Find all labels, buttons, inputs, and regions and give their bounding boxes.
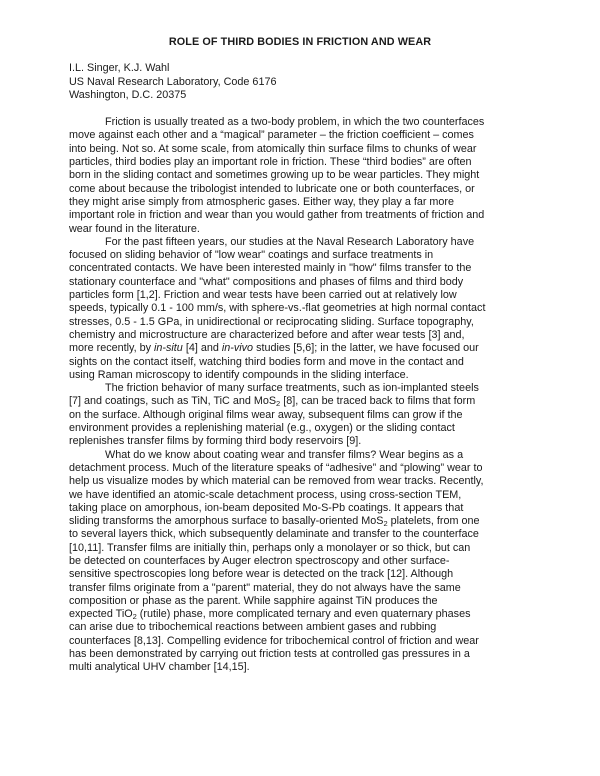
text-fragment: expected TiO	[69, 608, 133, 621]
italic-term: in-situ	[154, 342, 183, 355]
text-line: help us visualize modes by which material can be removed from wear tracks. Recently,	[69, 475, 484, 488]
text-fragment: studies [5,6]; in the latter, we have focused our	[256, 342, 479, 355]
author-block	[69, 62, 531, 102]
paragraph-3	[69, 382, 531, 448]
subscript: 2	[383, 519, 388, 529]
text-fragment: [7] and coatings, such as TiN, TiC and MoS	[69, 395, 277, 408]
text-line: stationary counterface and "what" compositions and phases of films and third body	[69, 275, 464, 288]
document-title: ROLE OF THIRD BODIES IN FRICTION AND WEAR	[168, 36, 432, 48]
affiliation: US Naval Research Laboratory, Code 6176	[69, 75, 277, 88]
text-fragment: sliding transforms the amorphous surface to basally-oriented MoS	[69, 515, 384, 528]
text-line: speeds, typically 0.1 - 100 mm/s, with sphere-vs.-flat geometries at high normal contact	[69, 302, 486, 315]
text-line: be detected on counterfaces by Auger electron spectroscopy and other surface-	[69, 554, 450, 567]
text-line: environment provides a replenishing material (e.g., oxygen) or the sliding contact	[69, 422, 455, 435]
document-page	[69, 36, 531, 675]
text-line-mixed	[69, 515, 531, 528]
text-line: focused on sliding behavior of "low wear" coatings and surface treatments in	[69, 249, 434, 262]
text-line-mixed	[69, 342, 531, 355]
text-line: has been demonstrated by carrying out friction tests at controlled gas pressures in a	[69, 648, 470, 661]
text-line: move against each other and a “magical” parameter – the friction coefficient – comes	[69, 129, 474, 142]
text-line: The friction behavior of many surface treatments, such as ion-implanted steels	[105, 382, 479, 395]
text-line: multi analytical UHV chamber [14,15].	[69, 661, 250, 674]
text-line: can arise due to tribochemical reactions between ambient gases and rubbing	[69, 621, 437, 634]
text-fragment: [8], can be traced back to films that form	[280, 395, 476, 408]
text-fragment: (rutile) phase, more complicated ternary and even quaternary phases	[136, 608, 471, 621]
text-line: transfer films originate from a "parent" material, they do not always have the same	[69, 581, 461, 594]
text-line: composition or phase as the parent. While sapphire against TiN produces the	[69, 594, 438, 607]
text-line: they might arise simply from atmospheric gases. Either way, they play a far more	[69, 195, 455, 208]
text-line: particles, third bodies play an important role in friction. These “third bodies” are often	[69, 156, 472, 169]
text-fragment: [4] and	[185, 342, 222, 355]
paragraph-1	[69, 116, 531, 236]
text-line: come about because the tribologist intended to lubricate one or both counterfaces, or	[69, 182, 475, 195]
italic-term: in-vivo	[221, 342, 254, 355]
text-line: detachment process. Much of the literature speaks of “adhesive” and “plowing” wear to	[69, 461, 483, 474]
text-line-mixed	[69, 395, 531, 408]
text-line: chemistry and microstructure are characterized before and after wear tests [3] and,	[69, 328, 465, 341]
text-line: sensitive spectroscopies long before wear is detected on the track [12]. Although	[69, 568, 454, 581]
authors: I.L. Singer, K.J. Wahl	[69, 62, 170, 75]
text-line: we have identified an atomic-scale detachment process, using cross-section TEM,	[69, 488, 462, 501]
paragraph-4	[69, 449, 531, 675]
text-fragment: more recently, by	[69, 342, 155, 355]
text-line: particles form [1,2]. Friction and wear tests have been carried out at relatively low	[69, 289, 457, 302]
text-line: replenishes transfer films by forming third body reservoirs [9].	[69, 435, 362, 448]
text-line: sights on the contact itself, watching third bodies form and move in the contact and	[69, 355, 464, 368]
text-line: For the past fifteen years, our studies at the Naval Research Laboratory have	[105, 235, 475, 248]
paragraph-2	[69, 236, 531, 382]
subscript: 2	[276, 399, 281, 409]
text-line: Friction is usually treated as a two-body problem, in which the two counterfaces	[105, 116, 485, 129]
text-line: into being. Not so. At some scale, from atomically thin surface films to chunks of wear	[69, 142, 477, 155]
subscript: 2	[132, 612, 137, 622]
text-line: born in the sliding contact and sometimes growing up to be wear particles. They might	[69, 169, 480, 182]
text-line-mixed	[69, 608, 531, 621]
text-line: wear found in the literature.	[69, 222, 200, 235]
text-line: to several layers thick, which subsequently delaminate and transfer to the counterface	[69, 528, 479, 541]
text-fragment: platelets, from one	[387, 515, 480, 528]
text-line: on the surface. Although original films wear away, subsequent films can grow if the	[69, 408, 463, 421]
text-line: stresses, 0.5 - 1.5 GPa, in unidirectional or reciprocating sliding. Surface topography,	[69, 315, 474, 328]
text-line: taking place on amorphous, ion-beam deposited Mo-S-Pb coatings. It appears that	[69, 501, 464, 514]
text-line: concentrated contacts. We have been interested mainly in "how" films transfer to the	[69, 262, 472, 275]
text-line: counterfaces [8,13]. Compelling evidence for tribochemical control of friction and wear	[69, 634, 479, 647]
location: Washington, D.C. 20375	[69, 88, 187, 101]
text-line: important role in friction and wear than you would gather from treatments of friction and	[69, 209, 485, 222]
text-line: What do we know about coating wear and transfer films? Wear begins as a	[105, 448, 464, 461]
text-line: using Raman microscopy to identify compounds in the sliding interface.	[69, 368, 409, 381]
text-line: [10,11]. Transfer films are initially thin, perhaps only a monolayer or so thick, but can	[69, 541, 471, 554]
